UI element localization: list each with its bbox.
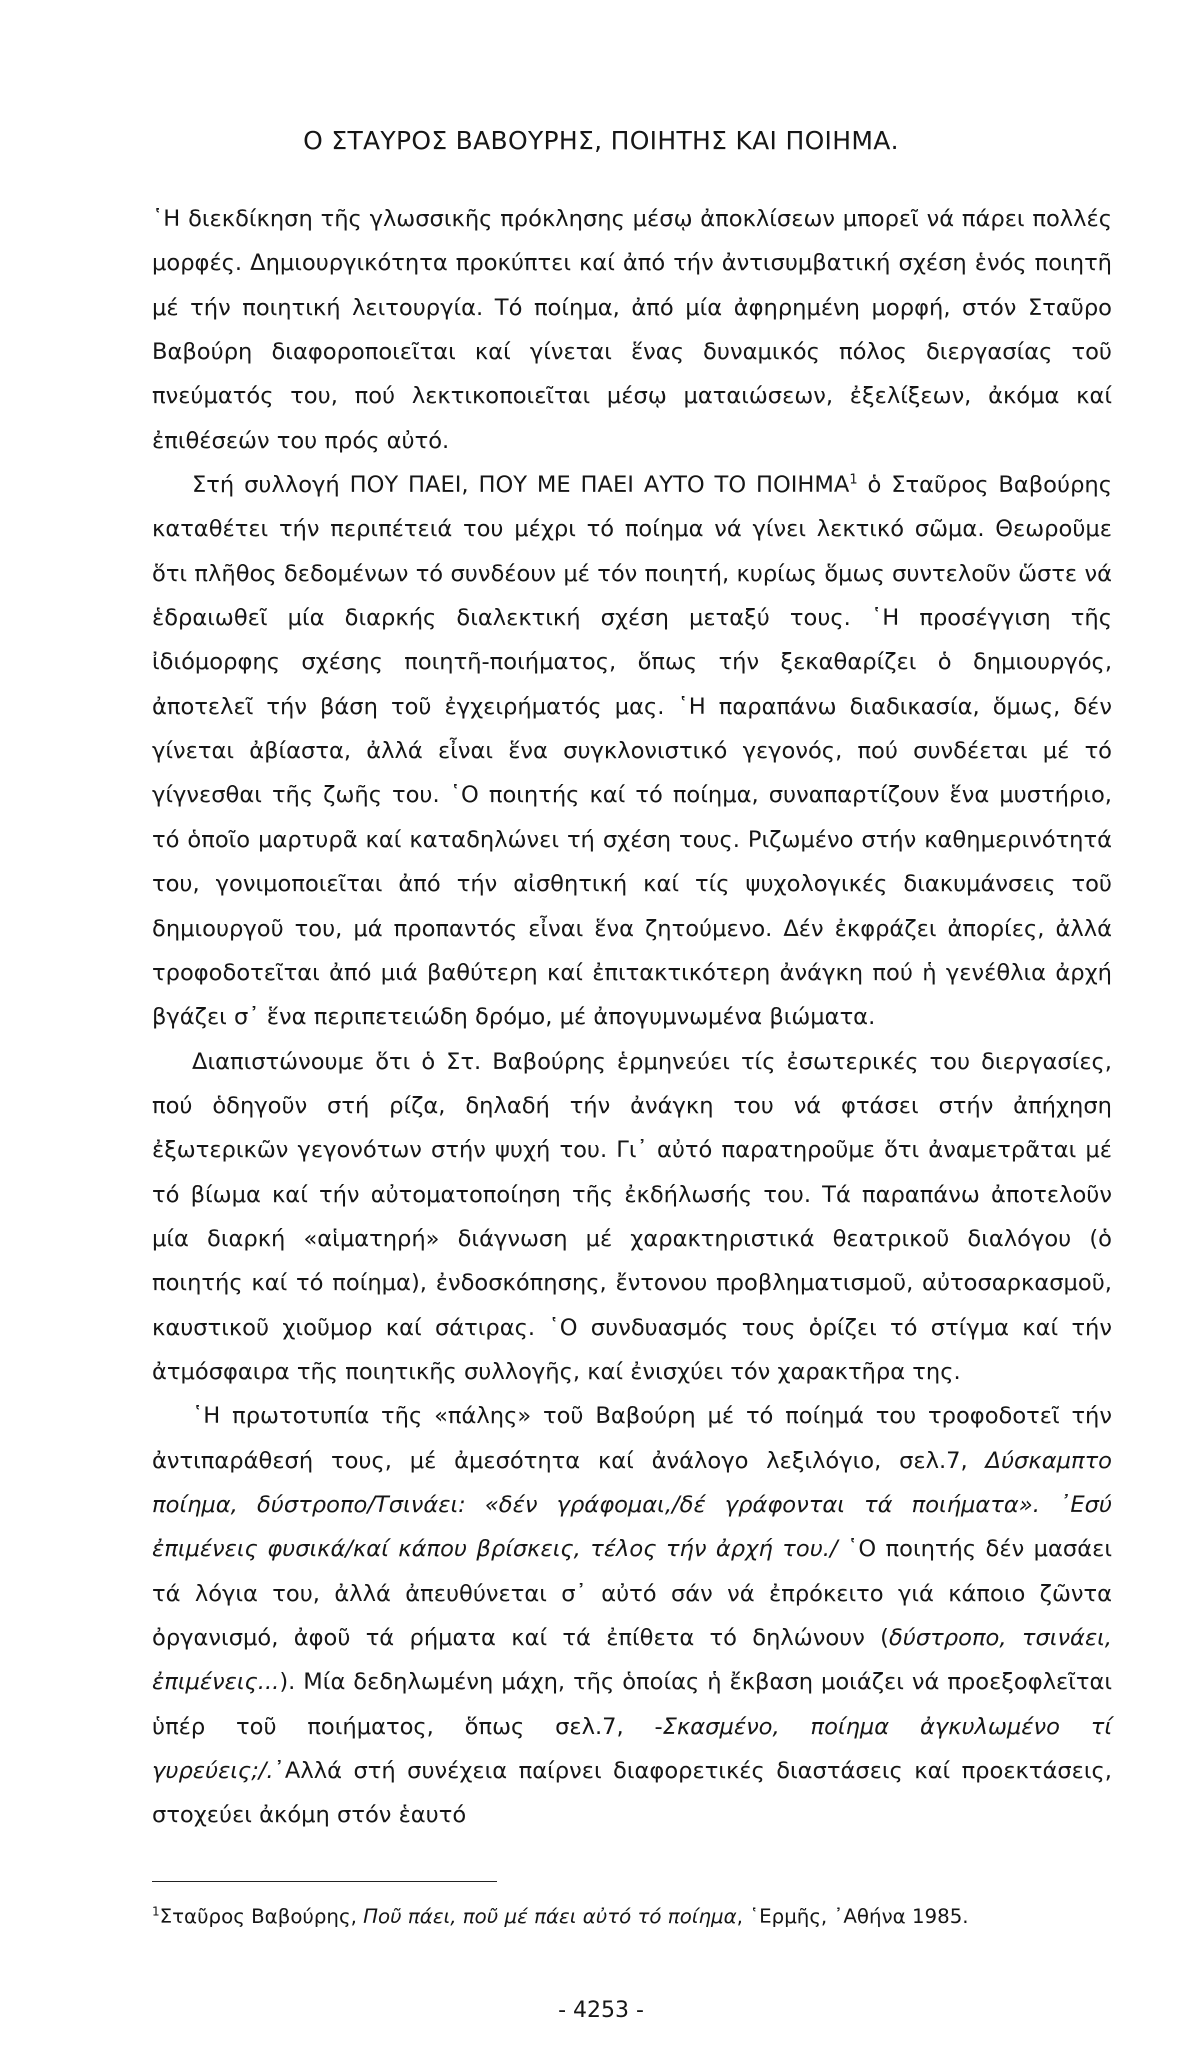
page-title: Ο ΣΤΑΥΡΟΣ ΒΑΒΟΥΡΗΣ, ΠΟΙΗΤΗΣ ΚΑΙ ΠΟΙΗΜΑ.: [303, 126, 899, 155]
quotation-2: δύστροπο, τσινάει, ἐπιμένεις...: [152, 1625, 1112, 1696]
footnote: [152, 1905, 1112, 1928]
article-body: [152, 197, 1112, 1838]
paragraph-2-text-b: ὁ Σταῦρος Βαβούρης καταθέτει τήν περιπέτειά του μέχρι τό ποίημα νά γίνει λεκτικό σῶμα. Θεωροῦμε ὅτι πλῆθος δεδομένων τό συνδέουν μέ τόν ποιητή, κυρίως ὅμως συντελοῦν ὥστε νά ἑδραιωθεῖ μία διαρκής διαλεκτική σχέση μεταξύ τους. ῾Η προσέγγιση τῆς ἰδιόμορφης σχέσης ποιητῆ-ποιήματος, ὅπως τήν ξεκαθαρίζει ὁ δημιουργός, ἀποτελεῖ τήν βάση τοῦ ἐγχειρήματός μας. ῾Η παραπάνω διαδικασία, ὅμως, δέν γίνεται ἀβίαστα, ἀλλά εἶναι ἕνα συγκλονιστικό γεγονός, πού συνδέεται μέ τό γίγνεσθαι τῆς ζωῆς του. ῾Ο ποιητής καί τό ποίημα, συναπαρτίζουν ἕνα μυστήριο, τό ὁποῖο μαρτυρᾶ καί καταδηλώνει τή σχέση τους. Ριζωμένο στήν καθημερινότητά του, γονιμοποιεῖται ἀπό τήν αἰσθητική καί τίς ψυχολογικές διακυμάνσεις τοῦ δημιουργοῦ του, μά προπαντός εἶναι ἕνα ζητούμενο. Δέν ἐκφράζει ἀπορίες, ἀλλά τροφοδοτεῖται ἀπό μιά βαθύτερη καί ἐπιτακτικότερη ἀνάγκη πού ἡ γενέθλια ἀρχή βγάζει σ᾽ ἕνα περιπετειώδη δρόμο, μέ ἀπογυμνωμένα βιώματα.: [152, 472, 1112, 1031]
quotation-3: Σκασμένο, ποίημα ἀγκυλωμένο τί γυρεύεις;/.: [152, 1713, 1112, 1785]
footnote-mark: 1: [152, 1904, 160, 1919]
paragraph-4-text-b: ῾Ο ποιητής δέν μασάει τά λόγια του, ἀλλά ἀπευθύνεται σ᾽ αὐτό σάν νά ἐπρόκειτο γιά κάποιο ζῶντα ὀργανισμό, ἀφοῦ τά ρήματα καί τά ἐπίθετα τό δηλώνουν (: [152, 1536, 1112, 1651]
paragraph-2: [152, 463, 1112, 1039]
footnote-author: Σταῦρος Βαβούρης,: [159, 1905, 364, 1928]
paragraph-1: ῾Η διεκδίκηση τῆς γλωσσικῆς πρόκλησης μέσῳ ἀποκλίσεων μπορεῖ νά πάρει πολλές μορφές. Δημιουργικότητα προκύπτει καί ἀπό τήν ἀντισυμβατική σχέση ἑνός ποιητῆ μέ τήν ποιητική λειτουργία. Τό ποίημα, ἀπό μία ἀφηρημένη μορφή, στόν Σταῦρο Βαβούρη διαφοροποιεῖται καί γίνεται ἕνας δυναμικός πόλος διεργασίας τοῦ πνεύματός του, πού λεκτικοποιεῖται μέσῳ ματαιώσεων, ἐξελίξεων, ἀκόμα καί ἐπιθέσεών του πρός αὐτό.: [152, 206, 1112, 454]
paragraph-4-text-c: ). Μία δεδηλωμένη μάχη, τῆς ὁποίας ἡ ἔκβαση μοιάζει νά προεξοφλεῖται ὑπέρ τοῦ ποιήματος, ὅπως σελ.7, -: [152, 1669, 1112, 1740]
paragraph-2-text-a: Στή συλλογή ΠΟΥ ΠΑΕΙ, ΠΟΥ ΜΕ ΠΑΕΙ ΑΥΤΟ ΤΟ ΠΟΙΗΜΑ: [192, 472, 850, 499]
footnote-book-title: Ποῦ πάει, ποῦ μέ πάει αὐτό τό ποίημα: [363, 1905, 737, 1928]
footnote-reference: 1: [849, 472, 858, 488]
paragraph-3: Διαπιστώνουμε ὅτι ὁ Στ. Βαβούρης ἑρμηνεύει τίς ἐσωτερικές του διεργασίες, πού ὁδηγοῦν στή ρίζα, δηλαδή τήν ἀνάγκη του νά φτάσει στήν ἀπήχηση ἐξωτερικῶν γεγονότων στήν ψυχή του. Γι᾽ αὐτό παρατηροῦμε ὅτι ἀναμετρᾶται μέ τό βίωμα καί τήν αὐτοματοποίηση τῆς ἐκδήλωσής του. Τά παραπάνω ἀποτελοῦν μία διαρκή «αἱματηρή» διάγνωση μέ χαρακτηριστικά θεατρικοῦ διαλόγου (ὁ ποιητής καί τό ποίημα), ἐνδοσκόπησης, ἔντονου προβληματισμοῦ, αὐτοσαρκασμοῦ, καυστικοῦ χιοῦμορ καί σάτιρας. ῾Ο συνδυασμός τους ὁρίζει τό στίγμα καί τήν ἀτμόσφαιρα τῆς ποιητικῆς συλλογῆς, καί ἐνισχύει τόν χαρακτῆρα της.: [152, 1048, 1112, 1385]
paragraph-4-text-a: ῾Η πρωτοτυπία τῆς «πάλης» τοῦ Βαβούρη μέ τό ποίημά του τροφοδοτεῖ τήν ἀντιπαράθεσή τους, μέ ἀμεσότητα καί ἀνάλογο λεξιλόγιο, σελ.7,: [152, 1403, 1112, 1474]
footnote-divider: [152, 1881, 497, 1882]
quotation-1: Δύσκαμπτο ποίημα, δύστροπο/Τσινάει: «δέν γράφομαι,/δέ γράφονται τά ποιήματα». ᾿Εσύ ἐπιμένεις φυσικά/καί κάπου βρίσκεις, τέλος τήν ἀρχή του./: [152, 1447, 1112, 1563]
paragraph-4: [152, 1394, 1112, 1837]
page-number: - 4253 -: [558, 1998, 644, 2023]
paragraph-4-text-d: ᾿Αλλά στή συνέχεια παίρνει διαφορετικές διαστάσεις καί προεκτάσεις, στοχεύει ἀκόμη στόν ἑαυτό: [152, 1758, 1112, 1829]
footnote-publisher: , ῾Ερμῆς, ᾿Αθήνα 1985.: [736, 1905, 969, 1928]
